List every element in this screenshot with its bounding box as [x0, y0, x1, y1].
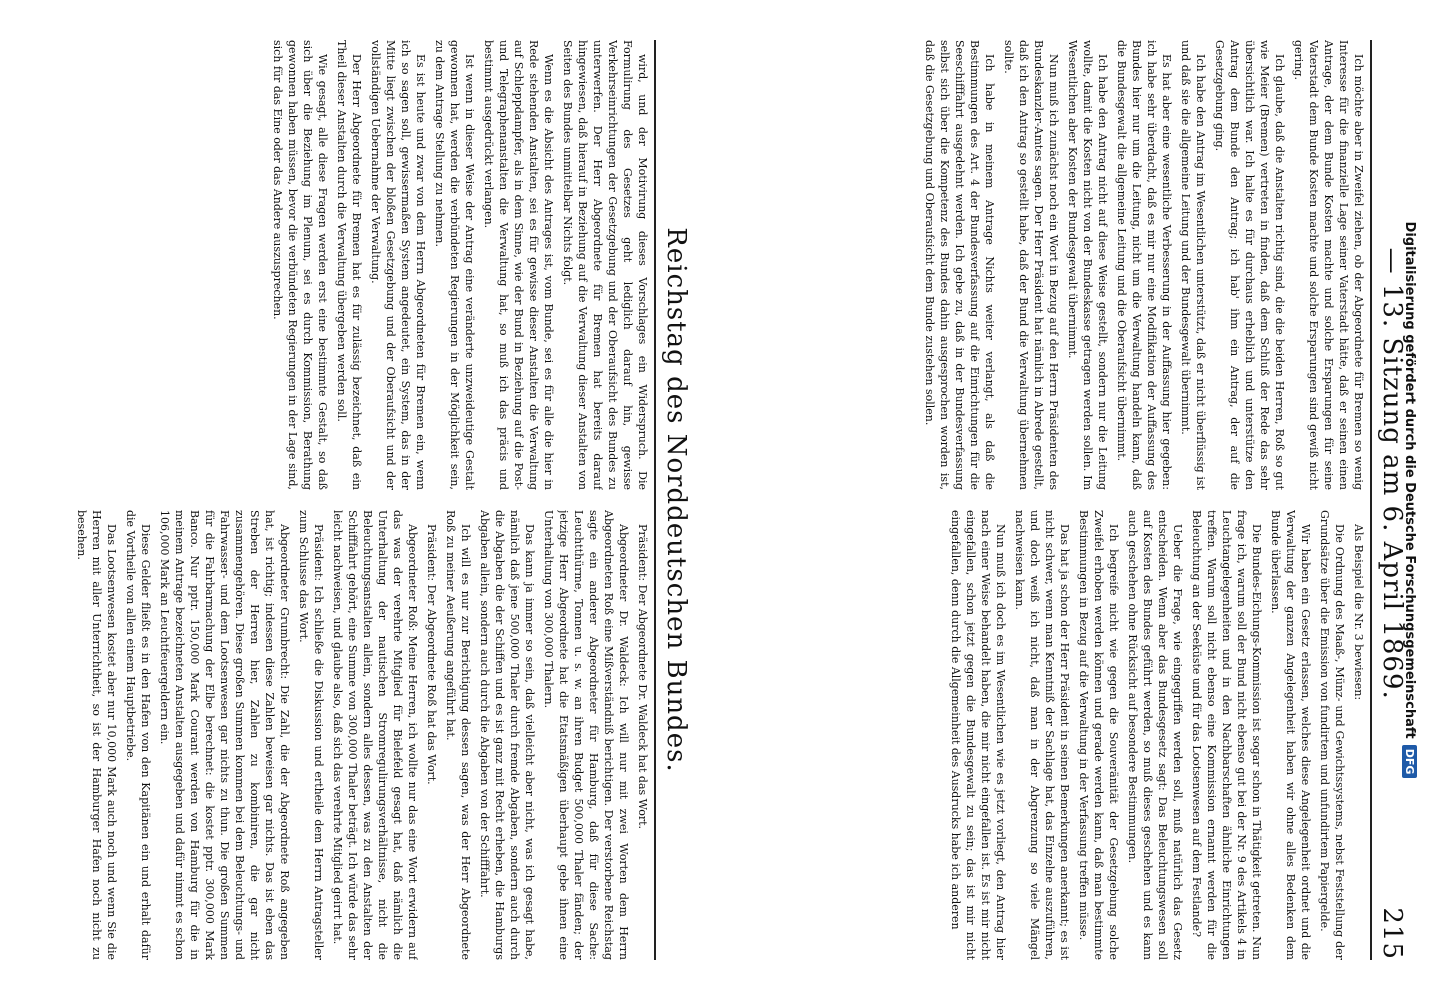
running-header-title: Reichstag des Norddeutschen Bundes.	[661, 227, 691, 773]
text-column-2	[10, 510, 650, 960]
paragraph: Ueber die Frage, wie eingegriffen werden soll, muß natürlich das Gesetz entscheiden. Wenn aber das Bundesgesetz sagt: Das Beleuchtungswesen soll auf Kosten des Bundes geführt werden, so muß dieses geschehen und es kann auch geschehen ohne Rücksicht auf besondere Bestimmungen.	[1126, 510, 1184, 960]
paragraph: Es hat aber eine wesentliche Verbesserung in der Auffassung hier gegeben: ich habe sehr überdacht, daß es mir nur eine Modifikation der Auffassung des Bundes hier nur um die Leitung, nicht um die Verwaltung handeln kann, daß die Bundesgewalt die allgemeine Leitung und die Oberaufsicht übernimmt.	[1115, 40, 1173, 490]
text-column-3	[726, 40, 1366, 490]
running-header-left	[654, 40, 696, 960]
paragraph: Wir haben ein Gesetz erlassen, welches diese Angelegenheit ordnet und die Verwaltung der ganzen Angelegenheit haben wir ohne alles Bedenken dem Bunde überlassen.	[1269, 510, 1312, 960]
paragraph: Ist wenn in dieser Weise der Antrag eine veränderte unzweideutige Gestalt gewonnen hat, werden die verbündeten Regierungen in der Möglichkeit sein, zu dem Antrage Stellung zu nehmen.	[433, 40, 476, 490]
paragraph: Diese Gelder fließt es in den Hafen von den Kapitänen ein und erhalt dafür die Vortheile von allen einem Hauptbetriebe.	[124, 510, 152, 960]
paragraph: Wie gesagt, alle diese Fragen werden erst eine bestimmte Gestalt, so daß sich über die Beziehung im Plenum, sei es durch Kommission, Berathung gewonnen haben müssen, bevor die verbündeten Regierungen in der Lage sind, sich für das Eine oder das Andere auszusprechen.	[271, 40, 329, 490]
paragraph: Nun muß ich zunächst noch ein Wort in Bezug auf den Herrn Präsidenten des Bundeskanzler-Amtes sagen. Der Herr Präsident hat nämlich in Abrede gestellt, daß ich den Antrag so gestellt habe, daß der Bund die Verwaltung übernehmen sollte.	[1002, 40, 1060, 490]
paragraph: Nun muß ich doch es im Wesentlichen wie es jetzt vorliegt, den Antrag hier nach einer Weise behandelt haben, die mir nicht eingefallen ist. Es ist mir nicht eingefallen, schon jetzt gegen die Bundesgewalt zu sein; das ist mir nicht eingefallen, denn durch die Allgemeinheit des Ausdrucks habe ich anderen	[949, 510, 1007, 960]
paragraph: Abgeordneter Grumbrecht: Die Zahl, die der Abgeordnete Roß angegeben hat, ist richtig; indessen diese Zahlen beweisen gar nichts. Das ist eben das Streben der Herren hier, Zahlen zu kombiniren, die gar nicht zusammengehören. Diese großen Summen kommen bei dem Beleuchtungs- und Fahrwasser- und dem Lootsenwesen gar nichts zu thun. Die großen Summen für die Fahrbarmachung der Elbe berechnet: die kostet pptr. 300,000 Mark Banco. Nur pptr. 150,000 Mark Courant werden von Hamburg für die in meinem Antrage bezeichneten Anstalten ausgegeben und dafür nimmt es schon 106,000 Mark an Leuchtfeuergeldern ein.	[158, 510, 291, 960]
page-number: 215	[1377, 907, 1407, 960]
paragraph: Ich habe den Antrag im Wesentlichen unterstützt, daß er nicht überflüssig ist und daß sie die allgemeine Leitung und der Bundesgewalt übernimmt.	[1179, 40, 1207, 490]
paragraph: Die Bundes-Eichungs-Kommission ist sogar schon in Thätigkeit getreten. Nun frage ich, warum soll der Bund nicht ebenso gut bei der Nr. 9 des Artikels 4 in Leuchtangelegenheiten und in den Nachbarschaften ähnliche Einrichtungen treffen. Warum soll nicht ebenso eine Kommission ernannt werden für die Beleuchtung an der Seeküste und für das Lootsenwesen auf dem Festlande?	[1190, 510, 1263, 960]
dfg-logo: DFG	[1402, 745, 1417, 779]
digitization-credit-text: Digitalisierung gefördert durch die Deutsche Forschungsgemeinschaft	[1402, 221, 1417, 739]
paragraph: Präsident: Ich schließe die Diskussion und ertheile dem Herrn Antragsteller zum Schlusse das Wort.	[297, 510, 325, 960]
paragraph: Als Beispiel die Nr. 3 bewiesen:	[1352, 524, 1365, 701]
paragraph: Das hat ja schon der Herr Präsident in seinen Bemerkungen anerkannt; es ist nicht schwer, wenn man Kenntniß der Sachlage hat, das Einzelne auszuführen, und doch weiß ich nicht, daß man in der Abgrenzung so viele Mängel nachweisen kann.	[1013, 510, 1071, 960]
paragraph: Es ist heute und zwar von dem Herrn Abgeordneten für Bremen ein, wenn ich so sagen soll, gewissermaßen System angedeutet, ein System, das in der Mitte liegt zwischen der bloßen Gesetzgebung und der Oberaufsicht und der vollständigen Uebernahme der Verwaltung.	[369, 40, 427, 490]
running-header-title: — 13. Sitzung am 6. April 1869.	[1377, 247, 1407, 700]
paragraph: Das kann ja immer so sein, daß vielleicht aber nicht, was ich gesagt habe, nämlich daß jene 500,000 Thaler durch fremde Abgaben, sondern auch durch die Abgaben die der Schiffen und es ist ganz mit Recht erheben, die Hamburgs Abgaben allein, sondern auch durch die Abgaben von der Schifffahrt.	[478, 510, 536, 960]
paragraph: wird, und der Motivirung dieses Vorschlages ein Widerspruch. Die Formulirung des Gesetzes geht lediglich darauf hin, gewisse Verkehrseinrichtungen der Gesetzgebung und der Oberaufsicht des Bundes zu unterwerfen. Der Herr Abgeordnete für Bremen hat bereits darauf hingewiesen, daß hierauf in Beziehung auf die Verwaltung dieser Anstalten von Seiten des Bundes unmittelbar Nichts folgt.	[561, 40, 649, 490]
paragraph: Die Ordnung des Maaß-, Münz- und Gewichtssystems, nebst Feststellung der Grundsätze über die Emission von fundirtem und unfundirtem Papiergelde.	[1318, 510, 1346, 960]
running-header-right	[1370, 40, 1412, 960]
paragraph: Das Lootsenwesen kostet aber nur 10,000 Mark auch noch und wenn Sie die Herren mit aller Unterrichtheit, so ist der Hamburger Hafen noch nicht zu besehen.	[75, 510, 118, 960]
paragraph: Ich will es nur zur Berichtigung dessen sagen, was der Herr Abgeordnete Roß zu meiner Aeußerung angeführt hat.	[444, 510, 472, 960]
paragraph: Der Herr Abgeordnete für Bremen hat es für zulässig bezeichnet, daß ein Theil dieser Anstalten durch die Verwaltung übergeben werden soll.	[335, 40, 363, 490]
paragraph: Ich begreife nicht wie gegen die Souveränität der Gesetzgebung solche Zweifel erhoben werden können und gerade werden kann, daß man bestimmte Bestimmungen in Bezug auf die Verwaltung in der Verfassung treffen müsse.	[1077, 510, 1120, 960]
paragraph: Wenn es die Absicht des Antrages ist, vom Bunde, sei es für alle die hier in Rede stehenden Anstalten, sei es für gewisse dieser Anstalten die Verwaltung auf Schleppdampfer, als in dem Sinne, wie der Bund in Beziehung auf die Post- und Telegraphenanstalten die Verwaltung hat, so muß ich das präcis und bestimmt ausgedrückt verlangen.	[482, 40, 555, 490]
paragraph: Abgeordneter Dr. Waldeck: Ich will nur mit zwei Worten dem Herrn Abgeordneten Roß eine Mißverständniß berichtigen. Der verstorbene Reichstag sagte ein anderer Abgeordneter für Hamburg, daß für diese Sache: Leuchtthürme, Tonnen u. s. w. an ihren Budget 500,000 Thaler fänden; der jetzige Herr Abgeordnete hat die Etatsmäßigen überhaupt gebe ihnen eine Unterhaltung von 300,000 Thalern.	[542, 510, 630, 960]
paragraph: Präsident: Der Abgeordnete Roß hat das Wort.	[425, 524, 438, 785]
paragraph: Präsident: Der Abgeordnete Dr. Waldeck hat das Wort.	[636, 524, 649, 830]
page-right	[716, 0, 1432, 1000]
paragraph: Ich habe den Antrag nicht auf diese Weise gestellt, sondern nur die Leitung wollte, damit die Kosten nicht von der Bundeskasse getragen werden sollen. Im Wesentlichen aber Kosten der Bundesgewalt übernimmt.	[1066, 40, 1109, 490]
paragraph: Ich möchte aber in Zweifel ziehen, ob der Abgeordnete für Bremen so wenig Interesse für die finanzielle Lage seiner Vaterstadt hätte, daß er seinen einen Antrage, der dem Bunde Kosten machte und solche Ersparungen für seine Vaterstadt dem Bunde Kosten machte und solche Ersparungen sind gewiß nicht gering.	[1292, 40, 1365, 490]
paragraph: Abgeordneter Roß: Meine Herren, ich wollte nur das eine Wort erwidern auf das was der verehrte Mitglied für Bielefeld gesagt hat, daß nämlich die Unterhaltung der nautischen Stromregulirungsverhältnisse, nicht die Beleuchtungsanstalten allein, sondern alles dessen, was zu den Anstalten der Schifffahrt gehört, eine Summe von 300,000 Thaler beträgt. Ich würde das sehr leicht nachweisen, und glaube also, daß sich das verehrte Mitglied geirrt hat.	[331, 510, 419, 960]
text-column-1	[10, 40, 650, 490]
text-column-4	[726, 510, 1366, 960]
paragraph: Ich glaube, daß die Anstalten richtig sind, die die beiden Herren, Roß so gut wie Meier (Bremen) vertreten in finden, daß dem Schluß der Rede das sehr übersichtlich war. Ich halte es für durchaus erheblich und unterstütze den Antrag dem Bunde den Antrag; ich hab' ihm ein Antrag, der auf die Gesetzgebung ging.	[1213, 40, 1286, 490]
paragraph: Ich habe in meinem Antrage Nichts weiter verlangt, als daß die Bestimmungen des Art. 4 der Bundesverfassung auf die Einrichtungen für die Seeschifffahrt ausgedehnt werden. Ich gebe zu, daß in der Bundesverfassung selbst sich über die Kompetenz des Bundes dahin ausgesprochen worden ist, daß die Gesetzgebung und Oberaufsicht dem Bunde zustehen sollen.	[923, 40, 996, 490]
